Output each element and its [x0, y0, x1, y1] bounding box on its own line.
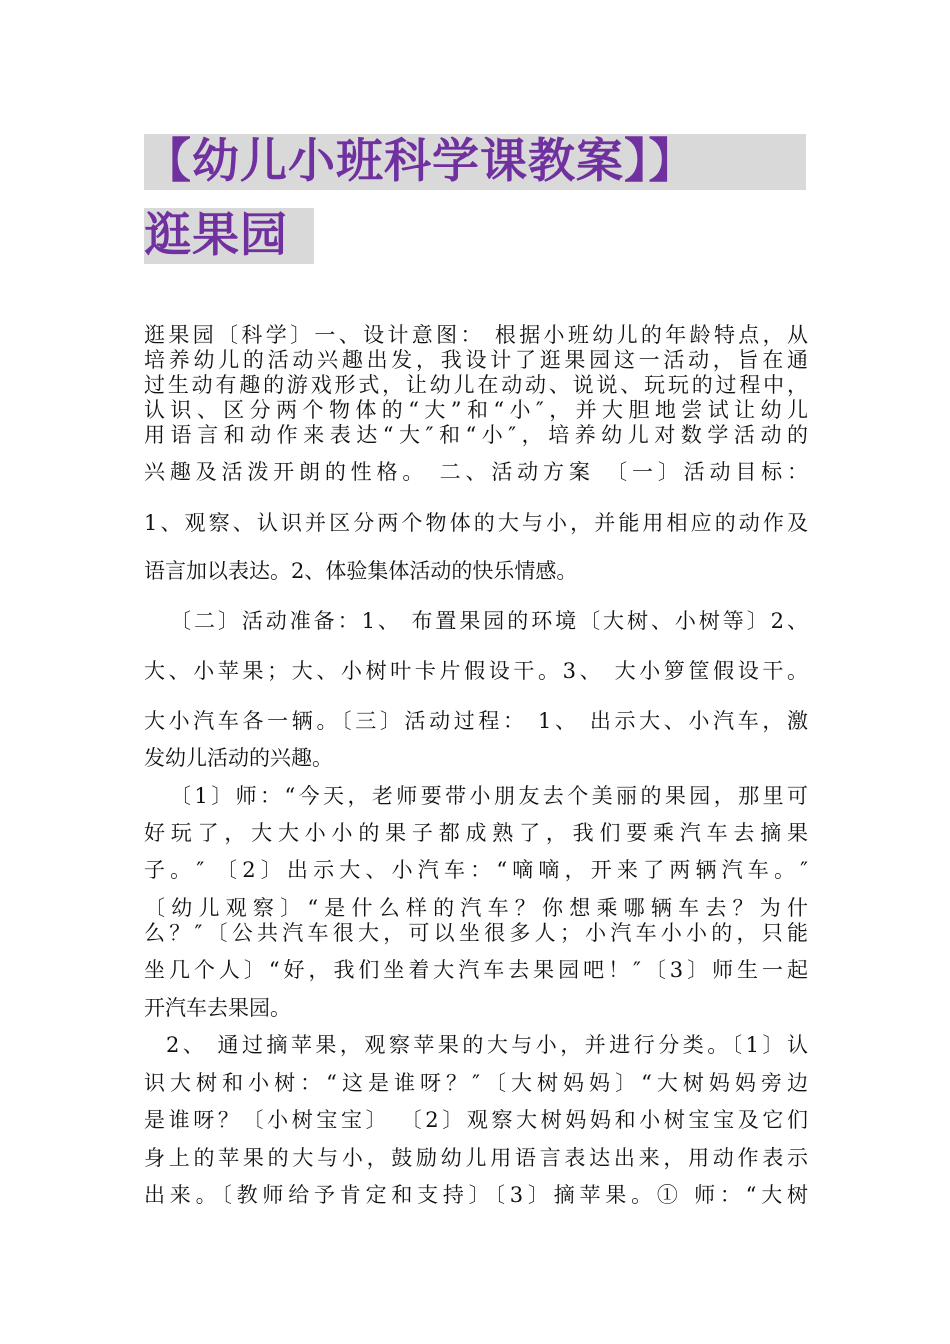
body-text-line: 用语言和动作来表达“大″和“小″，培养幼儿对数学活动的 — [144, 423, 808, 447]
body-text-line: 语言加以表达。2、体验集体活动的快乐情感。 — [144, 559, 578, 583]
body-text-line: 认识、区分两个物体的“大”和“小″，并大胆地尝试让幼儿 — [144, 398, 808, 422]
document-title-line-1: 【幼儿小班科学课教案】】 — [144, 134, 806, 190]
body-text-line: 逛果园〔科学〕一、设计意图： 根据小班幼儿的年龄特点，从 — [144, 323, 808, 347]
body-text-line: 好玩了，大大小小的果子都成熟了，我们要乘汽车去摘果 — [144, 821, 808, 845]
body-text-line: 〔二〕活动准备：1、 布置果园的环境〔大树、小树等〕2、 — [170, 609, 808, 633]
body-text-line: 〔幼儿观察〕“是什么样的汽车？你想乘哪辆车去？为什 — [144, 896, 808, 920]
body-text-line: 开汽车去果园。 — [144, 996, 291, 1020]
body-text-line: 大、小苹果；大、小树叶卡片假设干。3、 大小箩筐假设干。 — [144, 659, 808, 683]
body-text-line: 是谁呀？〔小树宝宝〕 〔2〕观察大树妈妈和小树宝宝及它们 — [144, 1108, 808, 1132]
body-text-line: 坐几个人〕“好，我们坐着大汽车去果园吧！″〔3〕师生一起 — [144, 958, 808, 982]
body-text-line: 身上的苹果的大与小，鼓励幼儿用语言表达出来，用动作表示 — [144, 1146, 808, 1170]
body-text-line: 1、观察、认识并区分两个物体的大与小，并能用相应的动作及 — [144, 511, 808, 535]
body-text-line: 〔1〕师：“今天，老师要带小朋友去个美丽的果园，那里可 — [170, 784, 808, 808]
body-text-line: 2、 通过摘苹果，观察苹果的大与小，并进行分类。〔1〕认 — [166, 1033, 808, 1057]
body-text-line: 么？″〔公共汽车很大，可以坐很多人；小汽车小小的，只能 — [144, 921, 808, 945]
document-title-line-2: 逛果园 — [144, 208, 314, 264]
body-text-line: 子。″ 〔2〕出示大、小汽车：“嘀嘀，开来了两辆汽车。″ — [144, 858, 808, 882]
body-text-line: 识大树和小树：“这是谁呀？″〔大树妈妈〕“大树妈妈旁边 — [144, 1071, 808, 1095]
body-text-line: 兴趣及活泼开朗的性格。 二、活动方案 〔一〕活动目标： — [144, 460, 808, 484]
body-text-line: 培养幼儿的活动兴趣出发，我设计了逛果园这一活动，旨在通 — [144, 348, 808, 372]
body-text-line: 过生动有趣的游戏形式，让幼儿在动动、说说、玩玩的过程中， — [144, 373, 808, 397]
body-text-line: 出来。〔教师给予肯定和支持〕〔3〕摘苹果。① 师：“大树 — [144, 1183, 808, 1207]
body-text-line: 大小汽车各一辆。〔三〕活动过程： 1、 出示大、小汽车，激 — [144, 709, 808, 733]
body-text-line: 发幼儿活动的兴趣。 — [144, 746, 333, 770]
